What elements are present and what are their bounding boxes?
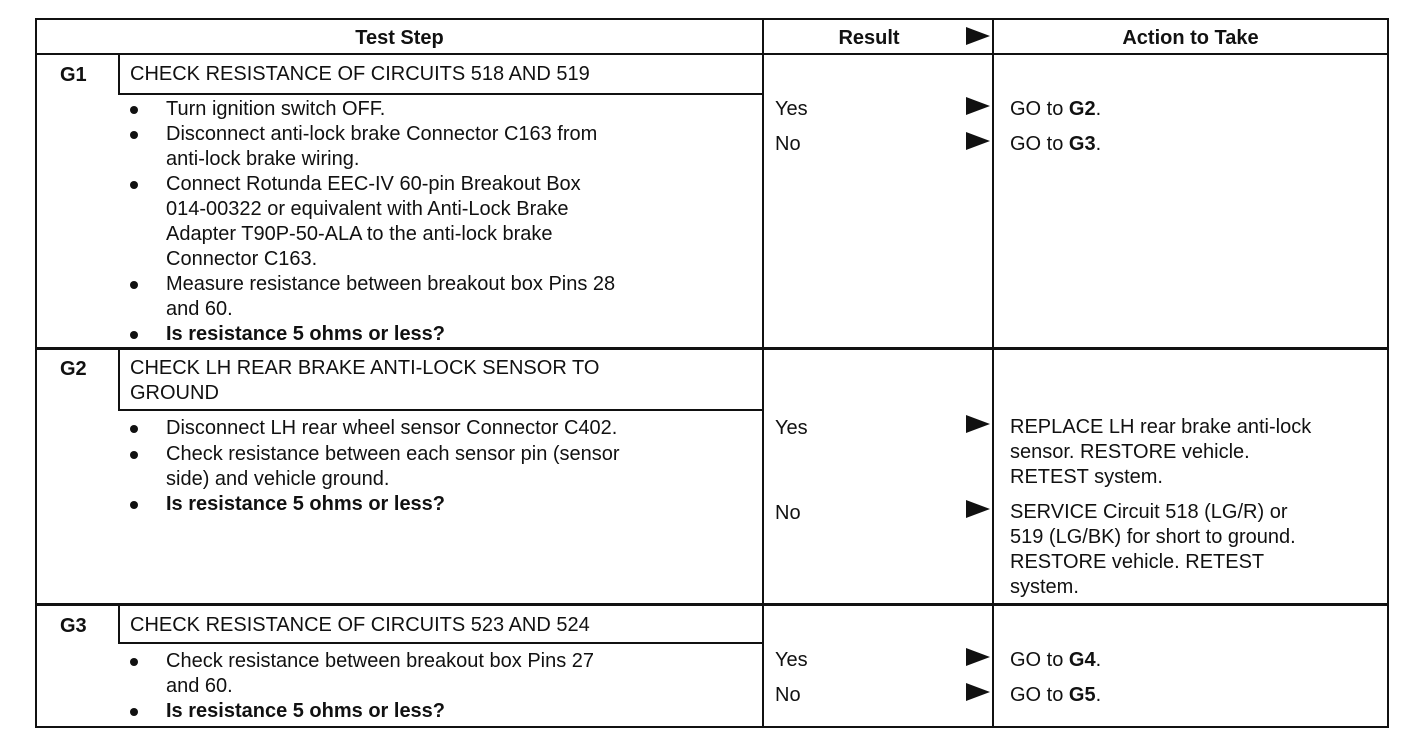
header-action: Action to Take <box>1122 27 1259 49</box>
step-bullet: Measure resistance between breakout box Pins 28 and 60. <box>166 273 616 320</box>
code-divider <box>118 55 120 95</box>
result-label: Yes <box>775 649 808 671</box>
result-label: No <box>775 502 801 524</box>
code-divider <box>118 606 120 644</box>
bullet-icon <box>130 106 138 114</box>
bullet-icon <box>130 501 138 509</box>
table-border-bottom <box>35 726 1389 728</box>
table-border-top <box>35 18 1389 20</box>
result-arrow-icon <box>966 683 990 701</box>
header-test-step: Test Step <box>355 27 444 49</box>
step-code: G2 <box>60 358 87 380</box>
step-title: CHECK RESISTANCE OF CIRCUITS 523 AND 524 <box>130 614 590 636</box>
step-code: G1 <box>60 64 87 86</box>
title-divider <box>118 409 763 411</box>
step-divider <box>35 347 1389 350</box>
result-arrow-icon <box>966 132 990 150</box>
bullet-icon <box>130 425 138 433</box>
bullet-icon <box>130 658 138 666</box>
step-question: Is resistance 5 ohms or less? <box>166 493 446 515</box>
table-border-right <box>1387 18 1389 728</box>
result-label: Yes <box>775 98 808 120</box>
header-divider <box>35 53 1389 55</box>
column-divider-action <box>992 18 994 728</box>
action-text: GO to G2. <box>1010 98 1102 120</box>
bullet-icon <box>130 708 138 716</box>
step-question: Is resistance 5 ohms or less? <box>166 700 446 722</box>
result-arrow-icon <box>966 500 990 518</box>
result-arrow-icon <box>966 97 990 115</box>
column-divider-result <box>762 18 764 728</box>
title-divider <box>118 642 763 644</box>
bullet-icon <box>130 181 138 189</box>
step-question: Is resistance 5 ohms or less? <box>166 323 446 345</box>
title-divider <box>118 93 763 95</box>
action-text: GO to G5. <box>1010 684 1102 706</box>
step-code: G3 <box>60 615 87 637</box>
step-title: CHECK LH REAR BRAKE ANTI-LOCK SENSOR TO GROUND <box>130 357 600 404</box>
step-bullet: Turn ignition switch OFF. <box>166 98 386 120</box>
step-bullet: Check resistance between breakout box Pins 27 and 60. <box>166 650 595 697</box>
step-title: CHECK RESISTANCE OF CIRCUITS 518 AND 519 <box>130 63 590 85</box>
bullet-icon <box>130 281 138 289</box>
header-result: Result <box>838 27 900 49</box>
step-bullet: Check resistance between each sensor pin (sensor side) and vehicle ground. <box>166 443 620 490</box>
action-text: GO to G4. <box>1010 649 1102 671</box>
action-text: SERVICE Circuit 518 (LG/R) or 519 (LG/BK) for short to ground. RESTORE vehicle. RETEST system. <box>1010 501 1296 598</box>
header-arrow-icon <box>966 27 990 45</box>
bullet-icon <box>130 451 138 459</box>
result-label: No <box>775 684 801 706</box>
result-arrow-icon <box>966 648 990 666</box>
result-label: No <box>775 133 801 155</box>
result-arrow-icon <box>966 415 990 433</box>
step-bullet: Disconnect anti-lock brake Connector C163 from anti-lock brake wiring. <box>166 123 598 170</box>
table-border-left <box>35 18 37 728</box>
result-label: Yes <box>775 417 808 439</box>
bullet-icon <box>130 331 138 339</box>
bullet-icon <box>130 131 138 139</box>
step-bullet: Disconnect LH rear wheel sensor Connector C402. <box>166 417 618 439</box>
code-divider <box>118 350 120 411</box>
action-text: GO to G3. <box>1010 133 1102 155</box>
step-bullet: Connect Rotunda EEC-IV 60-pin Breakout Box 014-00322 or equivalent with Anti-Lock Brake Adapter T90P-50-ALA to the anti-lock brake Connector C163. <box>166 173 581 270</box>
action-text: REPLACE LH rear brake anti-lock sensor. RESTORE vehicle. RETEST system. <box>1010 416 1312 488</box>
step-divider <box>35 603 1389 606</box>
